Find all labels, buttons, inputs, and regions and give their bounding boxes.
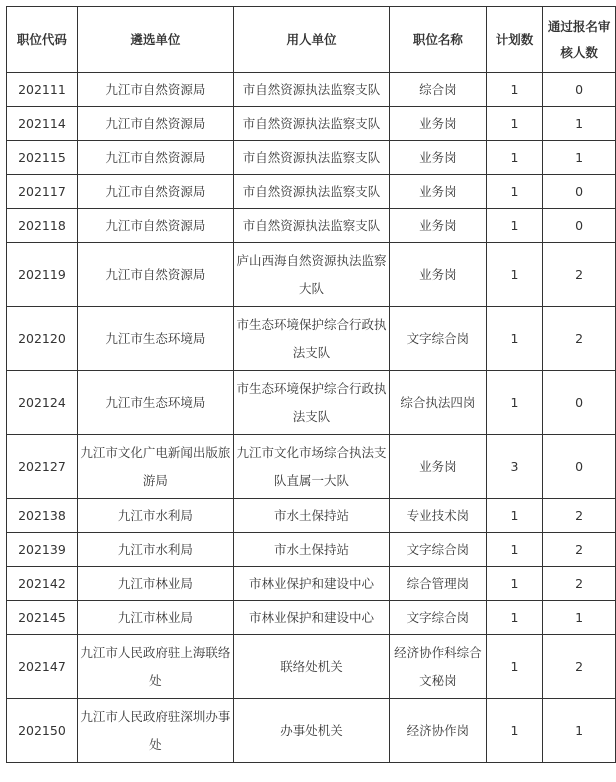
cell-position-name: 文字综合岗 [390, 601, 486, 635]
table-row [7, 209, 616, 243]
cell-employing-unit: 办事处机关 [233, 699, 389, 763]
cell-plan-count: 1 [486, 73, 543, 107]
cell-employing-unit: 市自然资源执法监察支队 [233, 141, 389, 175]
header-plan-count: 计划数 [486, 7, 543, 73]
cell-code: 202117 [7, 175, 78, 209]
cell-employing-unit: 市水土保持站 [233, 499, 389, 533]
cell-position-name: 专业技术岗 [390, 499, 486, 533]
cell-plan-count: 1 [486, 175, 543, 209]
table-header-row [7, 7, 616, 73]
cell-plan-count: 1 [486, 107, 543, 141]
table-row [7, 307, 616, 371]
cell-selecting-unit: 九江市水利局 [77, 499, 233, 533]
cell-position-name: 综合岗 [390, 73, 486, 107]
table-row [7, 141, 616, 175]
cell-selecting-unit: 九江市林业局 [77, 567, 233, 601]
cell-employing-unit: 市自然资源执法监察支队 [233, 175, 389, 209]
table-row [7, 107, 616, 141]
cell-approved-count: 2 [543, 499, 616, 533]
cell-approved-count: 1 [543, 601, 616, 635]
cell-selecting-unit: 九江市文化广电新闻出版旅游局 [77, 435, 233, 499]
cell-employing-unit: 市自然资源执法监察支队 [233, 73, 389, 107]
cell-plan-count: 3 [486, 435, 543, 499]
cell-plan-count: 1 [486, 243, 543, 307]
cell-position-name: 经济协作科综合文秘岗 [390, 635, 486, 699]
cell-employing-unit: 市林业保护和建设中心 [233, 567, 389, 601]
cell-selecting-unit: 九江市自然资源局 [77, 243, 233, 307]
cell-selecting-unit: 九江市生态环境局 [77, 371, 233, 435]
cell-position-name: 业务岗 [390, 141, 486, 175]
cell-code: 202111 [7, 73, 78, 107]
cell-position-name: 业务岗 [390, 209, 486, 243]
header-selecting-unit: 遴选单位 [77, 7, 233, 73]
cell-approved-count: 0 [543, 435, 616, 499]
cell-selecting-unit: 九江市林业局 [77, 601, 233, 635]
cell-position-name: 文字综合岗 [390, 307, 486, 371]
table-row [7, 635, 616, 699]
table-row [7, 371, 616, 435]
table-row [7, 601, 616, 635]
cell-employing-unit: 市生态环境保护综合行政执法支队 [233, 307, 389, 371]
cell-code: 202139 [7, 533, 78, 567]
cell-selecting-unit: 九江市自然资源局 [77, 107, 233, 141]
cell-approved-count: 2 [543, 243, 616, 307]
cell-plan-count: 1 [486, 141, 543, 175]
cell-approved-count: 1 [543, 699, 616, 763]
cell-selecting-unit: 九江市人民政府驻深圳办事处 [77, 699, 233, 763]
cell-code: 202127 [7, 435, 78, 499]
header-employing-unit: 用人单位 [233, 7, 389, 73]
cell-employing-unit: 市水土保持站 [233, 533, 389, 567]
cell-approved-count: 0 [543, 371, 616, 435]
cell-approved-count: 2 [543, 567, 616, 601]
cell-employing-unit: 市林业保护和建设中心 [233, 601, 389, 635]
cell-position-name: 业务岗 [390, 435, 486, 499]
cell-approved-count: 1 [543, 107, 616, 141]
cell-code: 202138 [7, 499, 78, 533]
cell-position-name: 业务岗 [390, 107, 486, 141]
table-row [7, 567, 616, 601]
cell-plan-count: 1 [486, 371, 543, 435]
table-row [7, 243, 616, 307]
table-row [7, 73, 616, 107]
cell-selecting-unit: 九江市人民政府驻上海联络处 [77, 635, 233, 699]
header-position-name: 职位名称 [390, 7, 486, 73]
cell-code: 202119 [7, 243, 78, 307]
table-row [7, 175, 616, 209]
cell-employing-unit: 市生态环境保护综合行政执法支队 [233, 371, 389, 435]
cell-selecting-unit: 九江市自然资源局 [77, 73, 233, 107]
cell-code: 202150 [7, 699, 78, 763]
cell-employing-unit: 市自然资源执法监察支队 [233, 107, 389, 141]
cell-approved-count: 2 [543, 533, 616, 567]
cell-plan-count: 1 [486, 601, 543, 635]
header-approved-count: 通过报名审核人数 [543, 7, 616, 73]
cell-code: 202145 [7, 601, 78, 635]
cell-code: 202114 [7, 107, 78, 141]
cell-employing-unit: 庐山西海自然资源执法监察大队 [233, 243, 389, 307]
cell-code: 202142 [7, 567, 78, 601]
cell-plan-count: 1 [486, 533, 543, 567]
cell-selecting-unit: 九江市自然资源局 [77, 141, 233, 175]
cell-plan-count: 1 [486, 209, 543, 243]
table-row [7, 533, 616, 567]
cell-approved-count: 0 [543, 209, 616, 243]
cell-approved-count: 2 [543, 307, 616, 371]
cell-employing-unit: 联络处机关 [233, 635, 389, 699]
cell-position-name: 业务岗 [390, 175, 486, 209]
positions-table [6, 6, 616, 763]
cell-employing-unit: 九江市文化市场综合执法支队直属一大队 [233, 435, 389, 499]
cell-position-name: 经济协作岗 [390, 699, 486, 763]
table-row [7, 699, 616, 763]
table-row [7, 435, 616, 499]
cell-plan-count: 1 [486, 567, 543, 601]
table-row [7, 499, 616, 533]
cell-code: 202115 [7, 141, 78, 175]
cell-code: 202124 [7, 371, 78, 435]
cell-position-name: 综合管理岗 [390, 567, 486, 601]
cell-selecting-unit: 九江市自然资源局 [77, 209, 233, 243]
cell-selecting-unit: 九江市自然资源局 [77, 175, 233, 209]
cell-approved-count: 2 [543, 635, 616, 699]
cell-approved-count: 0 [543, 73, 616, 107]
cell-approved-count: 1 [543, 141, 616, 175]
cell-code: 202120 [7, 307, 78, 371]
cell-approved-count: 0 [543, 175, 616, 209]
cell-code: 202118 [7, 209, 78, 243]
cell-plan-count: 1 [486, 307, 543, 371]
cell-plan-count: 1 [486, 499, 543, 533]
cell-position-name: 文字综合岗 [390, 533, 486, 567]
cell-selecting-unit: 九江市水利局 [77, 533, 233, 567]
cell-selecting-unit: 九江市生态环境局 [77, 307, 233, 371]
header-position-code: 职位代码 [7, 7, 78, 73]
cell-position-name: 综合执法四岗 [390, 371, 486, 435]
cell-code: 202147 [7, 635, 78, 699]
cell-plan-count: 1 [486, 635, 543, 699]
cell-position-name: 业务岗 [390, 243, 486, 307]
cell-employing-unit: 市自然资源执法监察支队 [233, 209, 389, 243]
cell-plan-count: 1 [486, 699, 543, 763]
